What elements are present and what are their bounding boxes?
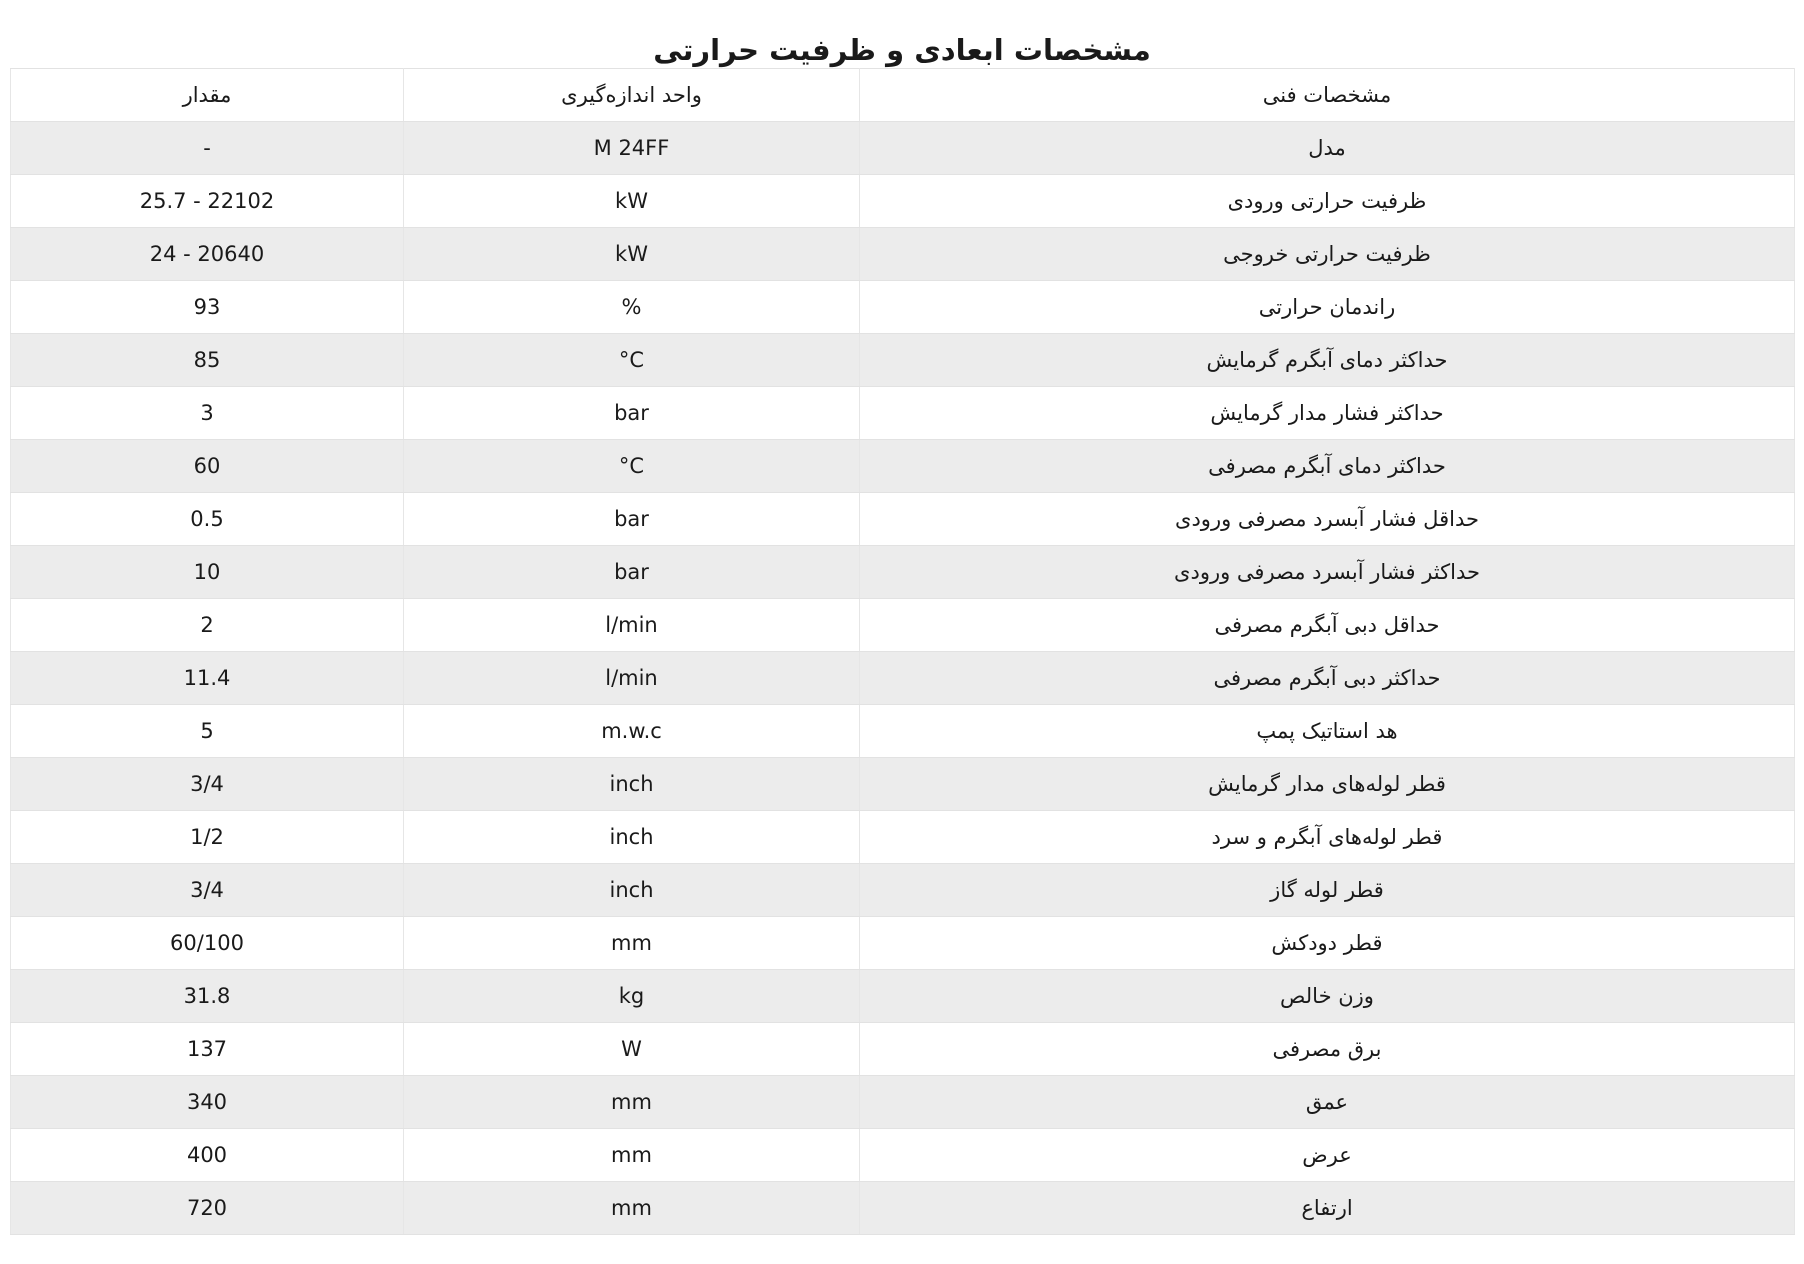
table-row <box>11 705 1795 758</box>
spec-table <box>10 68 1795 1235</box>
spec-cell: حداقل دبی آبگرم مصرفی <box>860 599 1795 652</box>
value-cell: 2 <box>11 599 404 652</box>
table-row <box>11 122 1795 175</box>
table-row <box>11 1129 1795 1182</box>
value-cell: 400 <box>11 1129 404 1182</box>
unit-cell: mm <box>404 1076 860 1129</box>
table-row <box>11 546 1795 599</box>
table-row <box>11 970 1795 1023</box>
table-row <box>11 493 1795 546</box>
table-row <box>11 652 1795 705</box>
spec-cell: قطر لوله‌های آبگرم و سرد <box>860 811 1795 864</box>
value-cell: 11.4 <box>11 652 404 705</box>
table-row <box>11 864 1795 917</box>
spec-cell: حداکثر فشار مدار گرمایش <box>860 387 1795 440</box>
spec-cell: وزن خالص <box>860 970 1795 1023</box>
unit-cell: mm <box>404 917 860 970</box>
value-cell: 340 <box>11 1076 404 1129</box>
spec-cell: هد استاتیک پمپ <box>860 705 1795 758</box>
spec-cell: قطر لوله‌های مدار گرمایش <box>860 758 1795 811</box>
value-cell: 60/100 <box>11 917 404 970</box>
unit-cell: inch <box>404 864 860 917</box>
spec-cell: عمق <box>860 1076 1795 1129</box>
unit-cell: kW <box>404 175 860 228</box>
spec-cell: عرض <box>860 1129 1795 1182</box>
table-row <box>11 811 1795 864</box>
table-row <box>11 917 1795 970</box>
unit-cell: mm <box>404 1129 860 1182</box>
spec-cell: ظرفیت حرارتی خروجی <box>860 228 1795 281</box>
spec-cell: حداکثر دبی آبگرم مصرفی <box>860 652 1795 705</box>
spec-cell: ارتفاع <box>860 1182 1795 1235</box>
spec-cell: مدل <box>860 122 1795 175</box>
header-spec: مشخصات فنی <box>860 69 1795 122</box>
unit-cell: m.w.c <box>404 705 860 758</box>
table-row <box>11 228 1795 281</box>
unit-cell: °C <box>404 334 860 387</box>
table-row <box>11 387 1795 440</box>
unit-cell: l/min <box>404 652 860 705</box>
spec-cell: حداکثر فشار آبسرد مصرفی ورودی <box>860 546 1795 599</box>
table-row <box>11 1076 1795 1129</box>
page-title: مشخصات ابعادی و ظرفیت حرارتی <box>653 33 1151 67</box>
value-cell: 24 - 20640 <box>11 228 404 281</box>
value-cell: 3/4 <box>11 864 404 917</box>
unit-cell: W <box>404 1023 860 1076</box>
spec-table-header <box>11 69 1795 122</box>
header-unit: واحد اندازه‌گیری <box>404 69 860 122</box>
value-cell: 93 <box>11 281 404 334</box>
value-cell: 0.5 <box>11 493 404 546</box>
value-cell: 85 <box>11 334 404 387</box>
table-row <box>11 599 1795 652</box>
value-cell: 720 <box>11 1182 404 1235</box>
header-value: مقدار <box>11 69 404 122</box>
value-cell: 1/2 <box>11 811 404 864</box>
value-cell: - <box>11 122 404 175</box>
value-cell: 31.8 <box>11 970 404 1023</box>
value-cell: 5 <box>11 705 404 758</box>
table-row <box>11 334 1795 387</box>
unit-cell: bar <box>404 546 860 599</box>
unit-cell: % <box>404 281 860 334</box>
unit-cell: inch <box>404 758 860 811</box>
header-row <box>11 69 1795 122</box>
table-row <box>11 1023 1795 1076</box>
spec-cell: حداقل فشار آبسرد مصرفی ورودی <box>860 493 1795 546</box>
table-row <box>11 758 1795 811</box>
unit-cell: M 24FF <box>404 122 860 175</box>
value-cell: 25.7 - 22102 <box>11 175 404 228</box>
unit-cell: mm <box>404 1182 860 1235</box>
table-row <box>11 281 1795 334</box>
spec-cell: حداکثر دمای آبگرم گرمایش <box>860 334 1795 387</box>
unit-cell: bar <box>404 387 860 440</box>
value-cell: 10 <box>11 546 404 599</box>
table-row <box>11 1182 1795 1235</box>
spec-cell: ظرفیت حرارتی ورودی <box>860 175 1795 228</box>
spec-cell: قطر لوله گاز <box>860 864 1795 917</box>
spec-cell: حداکثر دمای آبگرم مصرفی <box>860 440 1795 493</box>
spec-cell: راندمان حرارتی <box>860 281 1795 334</box>
value-cell: 60 <box>11 440 404 493</box>
unit-cell: kg <box>404 970 860 1023</box>
unit-cell: °C <box>404 440 860 493</box>
value-cell: 3 <box>11 387 404 440</box>
unit-cell: inch <box>404 811 860 864</box>
spec-cell: قطر دودکش <box>860 917 1795 970</box>
unit-cell: bar <box>404 493 860 546</box>
spec-cell: برق مصرفی <box>860 1023 1795 1076</box>
value-cell: 3/4 <box>11 758 404 811</box>
unit-cell: l/min <box>404 599 860 652</box>
table-row <box>11 175 1795 228</box>
spec-table-body <box>11 122 1795 1235</box>
table-row <box>11 440 1795 493</box>
unit-cell: kW <box>404 228 860 281</box>
value-cell: 137 <box>11 1023 404 1076</box>
